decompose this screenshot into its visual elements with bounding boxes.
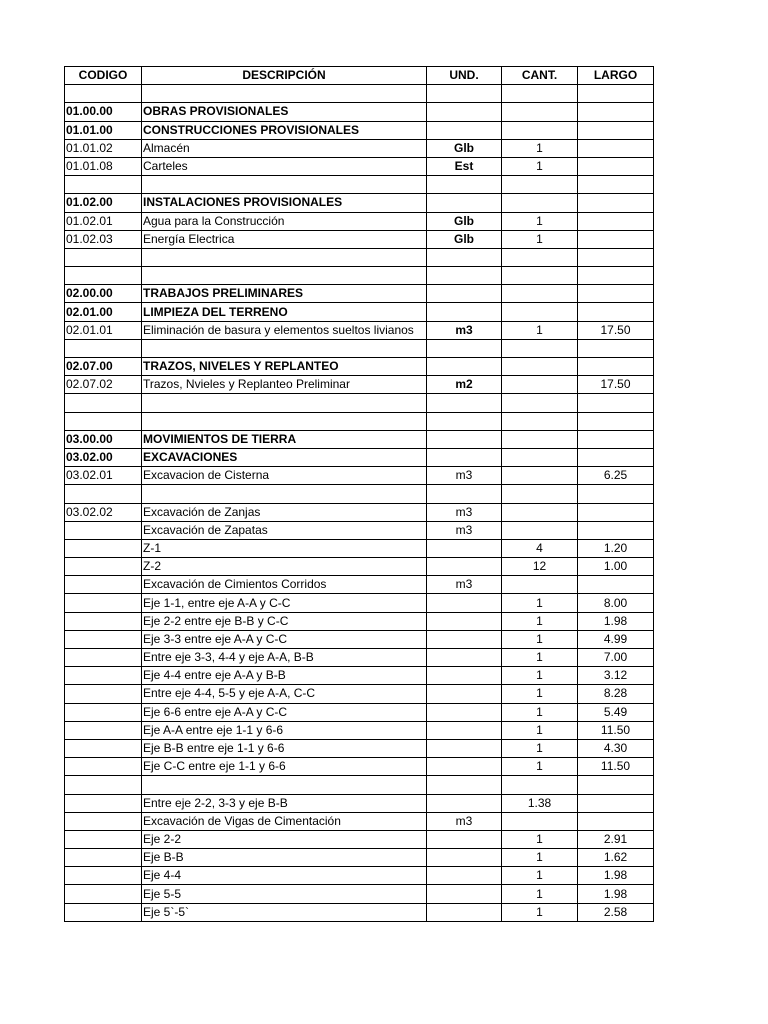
header-length[interactable]: LARGO: [578, 67, 654, 85]
cell-code[interactable]: [65, 703, 142, 721]
cell-length[interactable]: 4.30: [578, 739, 654, 757]
cell-quantity[interactable]: [502, 303, 578, 321]
cell-length[interactable]: 17.50: [578, 376, 654, 394]
cell-unit[interactable]: [427, 867, 502, 885]
cell-length[interactable]: [578, 212, 654, 230]
table-row: [65, 103, 654, 121]
cell-quantity[interactable]: 1: [502, 739, 578, 757]
cell-length[interactable]: [578, 103, 654, 121]
cell-description[interactable]: Excavación de Cimientos Corridos: [142, 576, 427, 594]
table-row: [65, 812, 654, 830]
table-row: [65, 521, 654, 539]
cell-code[interactable]: 03.00.00: [65, 430, 142, 448]
header-row: [65, 67, 654, 85]
table-row: [65, 230, 654, 248]
cell-code[interactable]: 02.07.00: [65, 358, 142, 376]
cell-quantity[interactable]: [502, 285, 578, 303]
cell-length[interactable]: [578, 285, 654, 303]
cell-code[interactable]: 02.01.01: [65, 321, 142, 339]
cell-description[interactable]: Excavación de Zapatas: [142, 521, 427, 539]
cell-description[interactable]: Eje 2-2 entre eje B-B y C-C: [142, 612, 427, 630]
cell-description[interactable]: Eje 6-6 entre eje A-A y C-C: [142, 703, 427, 721]
cell-length[interactable]: [578, 358, 654, 376]
cell-unit[interactable]: m3: [427, 321, 502, 339]
cell-description[interactable]: [142, 339, 427, 357]
cell-length[interactable]: [578, 485, 654, 503]
cell-description[interactable]: Eje 4-4 entre eje A-A y B-B: [142, 667, 427, 685]
cell-code[interactable]: [65, 176, 142, 194]
cell-quantity[interactable]: 1: [502, 321, 578, 339]
cell-unit[interactable]: m3: [427, 521, 502, 539]
cell-length[interactable]: [578, 521, 654, 539]
table-row: [65, 339, 654, 357]
cell-description[interactable]: Eje 1-1, entre eje A-A y C-C: [142, 594, 427, 612]
cell-code[interactable]: 02.00.00: [65, 285, 142, 303]
table-row: [65, 394, 654, 412]
cell-quantity[interactable]: 1: [502, 230, 578, 248]
cell-code[interactable]: 01.01.00: [65, 121, 142, 139]
cell-length[interactable]: [578, 576, 654, 594]
cell-unit[interactable]: [427, 594, 502, 612]
cell-quantity[interactable]: 1: [502, 594, 578, 612]
cell-quantity[interactable]: [502, 521, 578, 539]
cell-unit[interactable]: [427, 612, 502, 630]
cell-description[interactable]: Entre eje 3-3, 4-4 y eje A-A, B-B: [142, 649, 427, 667]
cell-quantity[interactable]: [502, 103, 578, 121]
cell-quantity[interactable]: 1: [502, 703, 578, 721]
cell-code[interactable]: [65, 521, 142, 539]
cell-description[interactable]: Eje 5`-5`: [142, 903, 427, 921]
cell-unit[interactable]: [427, 649, 502, 667]
cell-unit[interactable]: [427, 703, 502, 721]
table-row: [65, 539, 654, 557]
table-row: [65, 721, 654, 739]
cell-code[interactable]: 03.02.00: [65, 448, 142, 466]
table-row: [65, 649, 654, 667]
cell-unit[interactable]: m3: [427, 812, 502, 830]
cell-unit[interactable]: m2: [427, 376, 502, 394]
header-code[interactable]: CODIGO: [65, 67, 142, 85]
cell-quantity[interactable]: [502, 376, 578, 394]
cell-length[interactable]: 11.50: [578, 758, 654, 776]
cell-quantity[interactable]: 1: [502, 630, 578, 648]
cell-unit[interactable]: [427, 830, 502, 848]
cell-quantity[interactable]: [502, 121, 578, 139]
cell-code[interactable]: [65, 630, 142, 648]
cell-length[interactable]: 7.00: [578, 649, 654, 667]
cell-length[interactable]: [578, 794, 654, 812]
cell-description[interactable]: Eje 2-2: [142, 830, 427, 848]
table-row: [65, 867, 654, 885]
cell-unit[interactable]: [427, 394, 502, 412]
cell-description[interactable]: [142, 85, 427, 103]
table-row: [65, 594, 654, 612]
table-row: [65, 303, 654, 321]
cell-code[interactable]: [65, 721, 142, 739]
cell-unit[interactable]: [427, 685, 502, 703]
table-row: [65, 830, 654, 848]
sheet-body: [65, 85, 654, 922]
cell-code[interactable]: [65, 867, 142, 885]
cell-length[interactable]: [578, 139, 654, 157]
cell-code[interactable]: 01.02.03: [65, 230, 142, 248]
cell-quantity[interactable]: 12: [502, 558, 578, 576]
cell-length[interactable]: 1.98: [578, 885, 654, 903]
cell-description[interactable]: [142, 394, 427, 412]
table-row: [65, 467, 654, 485]
cell-quantity[interactable]: 1: [502, 885, 578, 903]
cell-unit[interactable]: m3: [427, 503, 502, 521]
cell-description[interactable]: Entre eje 2-2, 3-3 y eje B-B: [142, 794, 427, 812]
cell-quantity[interactable]: [502, 776, 578, 794]
cell-unit[interactable]: [427, 630, 502, 648]
cell-description[interactable]: TRAZOS, NIVELES Y REPLANTEO: [142, 358, 427, 376]
cell-description[interactable]: Agua para la Construcción: [142, 212, 427, 230]
cell-code[interactable]: [65, 849, 142, 867]
cell-unit[interactable]: [427, 339, 502, 357]
cell-quantity[interactable]: [502, 248, 578, 266]
cell-code[interactable]: [65, 649, 142, 667]
cell-length[interactable]: 5.49: [578, 703, 654, 721]
cell-quantity[interactable]: 1: [502, 685, 578, 703]
table-row: [65, 903, 654, 921]
cell-length[interactable]: [578, 812, 654, 830]
cell-description[interactable]: OBRAS PROVISIONALES: [142, 103, 427, 121]
cell-description[interactable]: Z-1: [142, 539, 427, 557]
table-row: [65, 776, 654, 794]
cell-code[interactable]: [65, 776, 142, 794]
cell-code[interactable]: [65, 267, 142, 285]
cell-code[interactable]: [65, 903, 142, 921]
table-row: [65, 503, 654, 521]
cell-description[interactable]: Excavación de Zanjas: [142, 503, 427, 521]
cell-quantity[interactable]: 1: [502, 867, 578, 885]
table-row: [65, 667, 654, 685]
table-row: [65, 739, 654, 757]
cell-code[interactable]: [65, 576, 142, 594]
cell-unit[interactable]: [427, 903, 502, 921]
cell-unit[interactable]: [427, 849, 502, 867]
cell-description[interactable]: Excavación de Vigas de Cimentación: [142, 812, 427, 830]
cell-quantity[interactable]: [502, 358, 578, 376]
cell-code[interactable]: [65, 394, 142, 412]
table-row: [65, 849, 654, 867]
cell-code[interactable]: 02.07.02: [65, 376, 142, 394]
cell-length[interactable]: [578, 430, 654, 448]
cell-unit[interactable]: Glb: [427, 212, 502, 230]
cell-unit[interactable]: Est: [427, 157, 502, 175]
cell-code[interactable]: [65, 739, 142, 757]
table-row: [65, 885, 654, 903]
cell-description[interactable]: Carteles: [142, 157, 427, 175]
cell-unit[interactable]: [427, 558, 502, 576]
cell-length[interactable]: [578, 339, 654, 357]
cell-length[interactable]: 8.28: [578, 685, 654, 703]
cell-description[interactable]: [142, 485, 427, 503]
table-row: [65, 194, 654, 212]
cell-description[interactable]: MOVIMIENTOS DE TIERRA: [142, 430, 427, 448]
cell-description[interactable]: [142, 412, 427, 430]
table-row: [65, 794, 654, 812]
table-row: [65, 139, 654, 157]
header-unit[interactable]: UND.: [427, 67, 502, 85]
cell-unit[interactable]: [427, 194, 502, 212]
cell-description[interactable]: [142, 248, 427, 266]
cell-code[interactable]: 01.01.02: [65, 139, 142, 157]
cell-description[interactable]: [142, 267, 427, 285]
cell-code[interactable]: 01.02.00: [65, 194, 142, 212]
cell-quantity[interactable]: 1: [502, 849, 578, 867]
cell-length[interactable]: [578, 412, 654, 430]
table-row: [65, 703, 654, 721]
cell-unit[interactable]: [427, 721, 502, 739]
table-row: [65, 157, 654, 175]
cell-length[interactable]: [578, 248, 654, 266]
cell-length[interactable]: [578, 303, 654, 321]
cell-length[interactable]: [578, 230, 654, 248]
cell-length[interactable]: 1.98: [578, 867, 654, 885]
table-row: [65, 358, 654, 376]
cell-description[interactable]: Excavacion de Cisterna: [142, 467, 427, 485]
cell-length[interactable]: [578, 394, 654, 412]
cell-quantity[interactable]: [502, 467, 578, 485]
table-row: [65, 285, 654, 303]
cell-unit[interactable]: [427, 358, 502, 376]
cell-quantity[interactable]: [502, 339, 578, 357]
cell-code[interactable]: [65, 248, 142, 266]
cell-quantity[interactable]: [502, 267, 578, 285]
table-row: [65, 248, 654, 266]
table-row: [65, 85, 654, 103]
cell-unit[interactable]: [427, 103, 502, 121]
cell-description[interactable]: Eje B-B: [142, 849, 427, 867]
cell-quantity[interactable]: [502, 394, 578, 412]
cell-length[interactable]: [578, 194, 654, 212]
table-row: [65, 376, 654, 394]
cell-unit[interactable]: [427, 485, 502, 503]
cell-code[interactable]: [65, 412, 142, 430]
cell-quantity[interactable]: 1: [502, 157, 578, 175]
cell-unit[interactable]: Glb: [427, 139, 502, 157]
cell-code[interactable]: [65, 339, 142, 357]
cell-length[interactable]: 1.00: [578, 558, 654, 576]
cell-length[interactable]: [578, 157, 654, 175]
cell-quantity[interactable]: 1: [502, 830, 578, 848]
cell-code[interactable]: [65, 758, 142, 776]
cell-description[interactable]: Eliminación de basura y elementos sueltos livianos: [142, 321, 427, 339]
cell-code[interactable]: 01.02.01: [65, 212, 142, 230]
cell-description[interactable]: Eje A-A entre eje 1-1 y 6-6: [142, 721, 427, 739]
cell-length[interactable]: 3.12: [578, 667, 654, 685]
cell-length[interactable]: 17.50: [578, 321, 654, 339]
cell-length[interactable]: [578, 121, 654, 139]
cell-length[interactable]: 4.99: [578, 630, 654, 648]
cell-unit[interactable]: [427, 794, 502, 812]
cell-unit[interactable]: [427, 430, 502, 448]
cell-description[interactable]: Eje 5-5: [142, 885, 427, 903]
header-quantity[interactable]: CANT.: [502, 67, 578, 85]
cell-length[interactable]: [578, 776, 654, 794]
cell-code[interactable]: 03.02.01: [65, 467, 142, 485]
table-row: [65, 558, 654, 576]
table-row: [65, 412, 654, 430]
cell-length[interactable]: 11.50: [578, 721, 654, 739]
cell-quantity[interactable]: 1: [502, 758, 578, 776]
cell-unit[interactable]: [427, 667, 502, 685]
cell-code[interactable]: [65, 812, 142, 830]
cell-code[interactable]: [65, 830, 142, 848]
cell-unit[interactable]: [427, 248, 502, 266]
cell-unit[interactable]: [427, 448, 502, 466]
cell-quantity[interactable]: [502, 576, 578, 594]
cell-length[interactable]: [578, 503, 654, 521]
cell-description[interactable]: Trazos, Nvieles y Replanteo Preliminar: [142, 376, 427, 394]
table-row: [65, 321, 654, 339]
cell-length[interactable]: 1.98: [578, 612, 654, 630]
table-row: [65, 758, 654, 776]
cell-length[interactable]: [578, 267, 654, 285]
cell-description[interactable]: Eje B-B entre eje 1-1 y 6-6: [142, 739, 427, 757]
cell-quantity[interactable]: 1: [502, 721, 578, 739]
cell-unit[interactable]: [427, 85, 502, 103]
table-row: [65, 448, 654, 466]
table-row: [65, 685, 654, 703]
cell-length[interactable]: [578, 176, 654, 194]
cell-quantity[interactable]: [502, 812, 578, 830]
cell-length[interactable]: 1.20: [578, 539, 654, 557]
cell-quantity[interactable]: [502, 194, 578, 212]
cell-description[interactable]: Eje 3-3 entre eje A-A y C-C: [142, 630, 427, 648]
cell-quantity[interactable]: 1: [502, 139, 578, 157]
cell-unit[interactable]: m3: [427, 467, 502, 485]
cell-description[interactable]: Almacén: [142, 139, 427, 157]
cell-length[interactable]: 1.62: [578, 849, 654, 867]
cell-length[interactable]: 2.58: [578, 903, 654, 921]
cell-description[interactable]: Z-2: [142, 558, 427, 576]
cell-quantity[interactable]: 1: [502, 212, 578, 230]
table-row: [65, 121, 654, 139]
cell-code[interactable]: [65, 885, 142, 903]
header-description[interactable]: DESCRIPCIÓN: [142, 67, 427, 85]
cell-description[interactable]: Energía Electrica: [142, 230, 427, 248]
cell-description[interactable]: Entre eje 4-4, 5-5 y eje A-A, C-C: [142, 685, 427, 703]
cell-unit[interactable]: [427, 121, 502, 139]
cell-quantity[interactable]: [502, 412, 578, 430]
cell-unit[interactable]: [427, 776, 502, 794]
cell-unit[interactable]: [427, 739, 502, 757]
cell-unit[interactable]: Glb: [427, 230, 502, 248]
cell-quantity[interactable]: 1: [502, 612, 578, 630]
cell-quantity[interactable]: [502, 85, 578, 103]
cell-description[interactable]: Eje 4-4: [142, 867, 427, 885]
cell-code[interactable]: [65, 485, 142, 503]
cell-description[interactable]: [142, 776, 427, 794]
cell-length[interactable]: [578, 85, 654, 103]
table-row: [65, 630, 654, 648]
cell-code[interactable]: 01.01.08: [65, 157, 142, 175]
cell-quantity[interactable]: [502, 503, 578, 521]
cell-description[interactable]: CONSTRUCCIONES PROVISIONALES: [142, 121, 427, 139]
cell-quantity[interactable]: 1: [502, 903, 578, 921]
cell-quantity[interactable]: 4: [502, 539, 578, 557]
cell-description[interactable]: Eje C-C entre eje 1-1 y 6-6: [142, 758, 427, 776]
cell-unit[interactable]: [427, 176, 502, 194]
cell-code[interactable]: 01.00.00: [65, 103, 142, 121]
quantities-sheet: [64, 66, 654, 922]
cell-quantity[interactable]: 1: [502, 667, 578, 685]
cell-description[interactable]: [142, 176, 427, 194]
table-row: [65, 612, 654, 630]
cell-length[interactable]: 2.91: [578, 830, 654, 848]
cell-code[interactable]: [65, 685, 142, 703]
cell-unit[interactable]: [427, 285, 502, 303]
cell-code[interactable]: [65, 85, 142, 103]
cell-code[interactable]: [65, 667, 142, 685]
cell-quantity[interactable]: [502, 430, 578, 448]
cell-unit[interactable]: m3: [427, 576, 502, 594]
cell-unit[interactable]: [427, 885, 502, 903]
cell-code[interactable]: [65, 612, 142, 630]
cell-description[interactable]: LIMPIEZA DEL TERRENO: [142, 303, 427, 321]
table-row: [65, 485, 654, 503]
cell-unit[interactable]: [427, 412, 502, 430]
cell-length[interactable]: 8.00: [578, 594, 654, 612]
table-row: [65, 430, 654, 448]
cell-code[interactable]: [65, 558, 142, 576]
cell-unit[interactable]: [427, 267, 502, 285]
table-row: [65, 176, 654, 194]
cell-code[interactable]: [65, 794, 142, 812]
cell-length[interactable]: [578, 448, 654, 466]
cell-quantity[interactable]: 1: [502, 649, 578, 667]
cell-description[interactable]: INSTALACIONES PROVISIONALES: [142, 194, 427, 212]
cell-length[interactable]: 6.25: [578, 467, 654, 485]
cell-description[interactable]: EXCAVACIONES: [142, 448, 427, 466]
cell-quantity[interactable]: [502, 485, 578, 503]
cell-quantity[interactable]: [502, 176, 578, 194]
table-row: [65, 212, 654, 230]
cell-code[interactable]: 03.02.02: [65, 503, 142, 521]
cell-unit[interactable]: [427, 303, 502, 321]
cell-unit[interactable]: [427, 758, 502, 776]
cell-code[interactable]: 02.01.00: [65, 303, 142, 321]
cell-code[interactable]: [65, 539, 142, 557]
cell-quantity[interactable]: [502, 448, 578, 466]
cell-unit[interactable]: [427, 539, 502, 557]
cell-quantity[interactable]: 1.38: [502, 794, 578, 812]
table-row: [65, 267, 654, 285]
cell-code[interactable]: [65, 594, 142, 612]
cell-description[interactable]: TRABAJOS PRELIMINARES: [142, 285, 427, 303]
table-row: [65, 576, 654, 594]
